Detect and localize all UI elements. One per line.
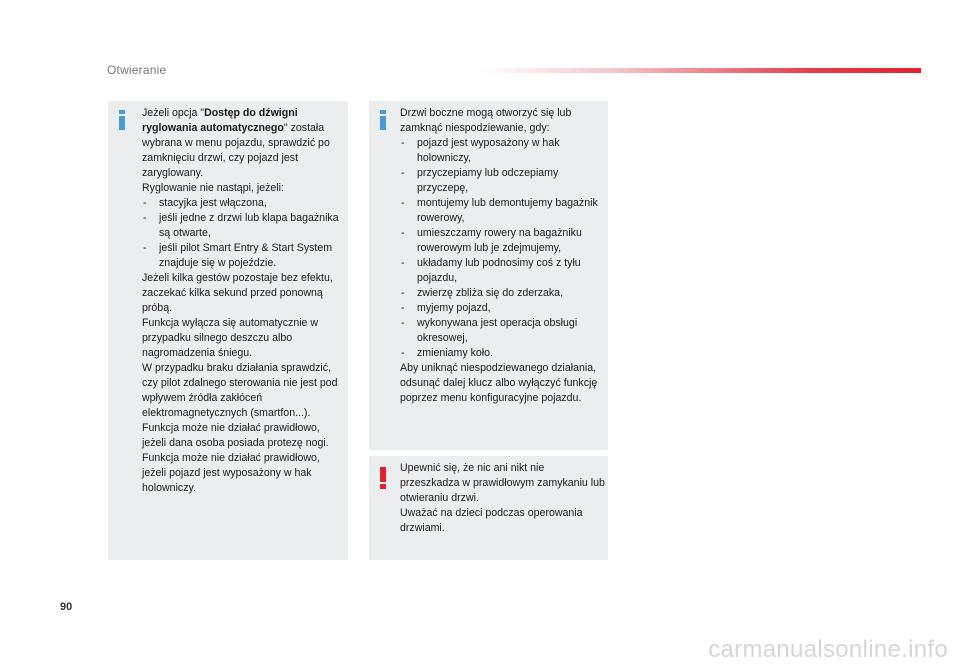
paragraph: Jeżeli kilka gestów pozostaje bez efektu, zaczekać kilka sekund przed ponowną próbą.: [142, 272, 333, 314]
paragraph: Upewnić się, że nic ani nikt nie przeszkadza w prawidłowym zamykaniu lub otwieraniu drzwi.: [400, 462, 605, 504]
list-item: - zwierzę zbliża się do zderzaka,: [400, 286, 605, 301]
paragraph: Funkcja wyłącza się automatycznie w przypadku silnego deszczu albo nagromadzenia śniegu.: [142, 317, 319, 359]
watermark: carmanualsonline.info: [708, 636, 948, 663]
list-item: - montujemy lub demontujemy bagażnik rowerowy,: [400, 196, 605, 226]
page-number: 90: [60, 601, 73, 613]
conditions-list: [142, 196, 346, 271]
warning-text: [400, 461, 605, 536]
closing-paragraph: Aby uniknąć niespodziewanego działania, odsunąć dalej klucz albo wyłączyć funkcję poprzez menu konfiguracyjne pojazdu.: [400, 362, 598, 404]
section-title: Otwieranie: [107, 63, 167, 77]
conditions-list: [400, 136, 605, 361]
list-item: - myjemy pojazd,: [400, 301, 605, 316]
info-icon: [380, 110, 386, 130]
intro-suffix: " została wybrana w menu pojazdu, sprawdzić po zamknięciu drzwi, czy pojazd jest zaryglowany.: [142, 122, 330, 179]
warning-box: [369, 456, 608, 560]
lead-text: Ryglowanie nie nastąpi, jeżeli:: [142, 182, 284, 194]
list-item: - stacyjka jest włączona,: [142, 196, 346, 211]
option-name: Dostęp do dźwigni ryglowania automatycznego: [142, 107, 298, 134]
list-item: - układamy lub podnosimy coś z tyłu pojazdu,: [400, 256, 605, 286]
warning-icon: [380, 467, 386, 489]
paragraph: Funkcja może nie działać prawidłowo, jeżeli dana osoba posiada protezę nogi.: [142, 422, 329, 449]
info-text: [400, 106, 605, 406]
info-box-side-doors: [369, 101, 608, 450]
info-icon: [119, 110, 125, 130]
intro-prefix: Jeżeli opcja ": [142, 107, 205, 119]
info-box-auto-locking: [108, 101, 348, 560]
list-item: - wykonywana jest operacja obsługi okresowej,: [400, 316, 605, 346]
list-item: - przyczepiamy lub odczepiamy przyczepę,: [400, 166, 605, 196]
list-item: - jeśli pilot Smart Entry & Start System znajduje się w pojeździe.: [142, 241, 346, 271]
header-rule: [478, 68, 921, 73]
paragraph: Funkcja może nie działać prawidłowo, jeżeli pojazd jest wyposażony w hak holowniczy.: [142, 452, 320, 494]
paragraph: Uważać na dzieci podczas operowania drzwiami.: [400, 507, 583, 534]
info-text: [142, 106, 346, 496]
intro-paragraph: [142, 106, 346, 181]
list-item: - jeśli jedne z drzwi lub klapa bagażnika są otwarte,: [142, 211, 346, 241]
list-item: - zmieniamy koło.: [400, 346, 605, 361]
lead-text: Drzwi boczne mogą otworzyć się lub zamknąć niespodziewanie, gdy:: [400, 107, 572, 134]
paragraph: W przypadku braku działania sprawdzić, czy pilot zdalnego sterowania nie jest pod wpływem źródła zakłóceń elektromagnetycznych (smartfon...).: [142, 362, 338, 419]
list-item: - umieszczamy rowery na bagażniku rowerowym lub je zdejmujemy,: [400, 226, 605, 256]
list-item: - pojazd jest wyposażony w hak holowniczy,: [400, 136, 605, 166]
